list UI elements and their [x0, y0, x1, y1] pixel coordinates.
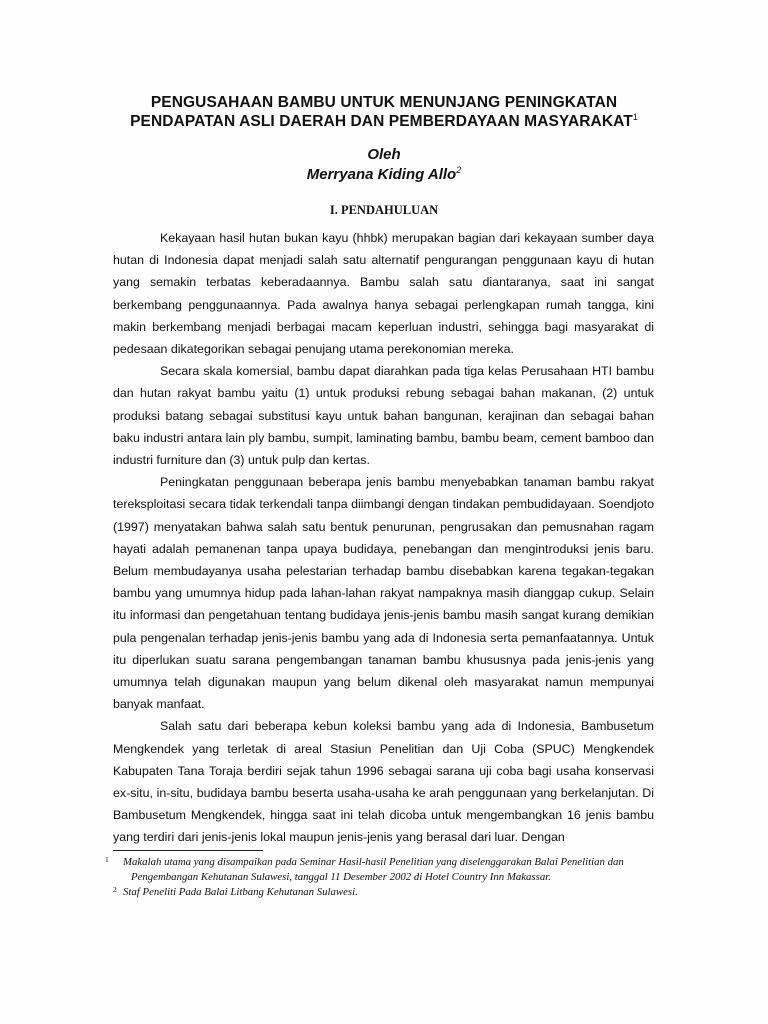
section-heading: I. PENDAHULUAN [329, 203, 439, 217]
footnote-2 [113, 885, 654, 900]
byline-author [0, 165, 768, 183]
title-line-2-text: PENDAPATAN ASLI DAERAH DAN PEMBERDAYAAN MASYARAKAT [130, 113, 633, 131]
footnote-text: Staf Peneliti Pada Balai Litbang Kehutanan Sulawesi. [123, 886, 358, 898]
footnotes [105, 855, 654, 900]
paragraph: Salah satu dari beberapa kebun koleksi bambu yang ada di Indonesia, Bambusetum Mengkendek yang terletak di areal Stasiun Penelitian dan Uji Coba (SPUC) Mengkendek Kabupaten Tana Toraja berdiri sejak tahun 1996 sebagai sarana uji coba bagi usaha konservasi ex-situ, in-situ, budidaya bambu beserta usaha-usaha ke arah penggunaan yang berkelanjutan. Di Bambusetum Mengkendek, hingga saat ini telah dicoba untuk mengembangkan 16 jenis bambu yang terdiri dari jenis-jenis lokal maupun jenis-jenis yang berasal dari luar. Dengan [113, 719, 654, 845]
title-line-1 [0, 94, 768, 112]
body-text [113, 227, 654, 849]
author-name: Merryana Kiding Allo [306, 166, 457, 183]
footnote-text: Makalah utama yang disampaikan pada Seminar Hasil-hasil Penelitian yang diselenggarakan Balai Penelitian dan Pengembangan Kehutanan Sulawesi, tanggal 11 Desember 2002 di Hotel Country Inn Makassar. [123, 856, 624, 883]
title-line-1-text: PENGUSAHAAN BAMBU UNTUK MENUNJANG PENINGKATAN [150, 94, 618, 111]
footnote-ref-2: 2 [456, 165, 462, 175]
paragraph: Peningkatan penggunaan beberapa jenis bambu menyebabkan tanaman bambu rakyat tereksploitasi secara tidak terkendali tanpa diimbangi dengan tindakan pembudidayaan. Soendjoto (1997) menyatakan bahwa salah satu bentuk penurunan, pengrusakan dan pemusnahan ragam hayati adalah pemanenan tanpa upaya budidaya, penebangan dan mengintroduksi jenis baru. Belum membudayanya usaha pelestarian terhadap bambu disebabkan karena tegakan-tegakan bambu yang umumnya hidup pada lahan-lahan rakyat nampaknya masih dianggap cukup. Selain itu informasi dan pengetahuan tentang budidaya jenis-jenis bambu masih sangat kurang demikian pula pengenalan terhadap jenis-jenis bambu yang ada di Indonesia serta pemanfaatannya. Untuk itu diperlukan suatu sarana pengembangan tanaman bambu khususnya pada jenis-jenis yang umumnya telah digunakan maupun yang belum dikenal oleh masyarakat namun mempunyai banyak manfaat. [113, 475, 654, 712]
paragraph: Secara skala komersial, bambu dapat diarahkan pada tiga kelas Perusahaan HTI bambu dan hutan rakyat bambu yaitu (1) untuk produksi rebung sebagai bahan makanan, (2) untuk produksi batang sebagai substitusi kayu untuk bahan bangunan, kerajinan dan sebagai bahan baku industri antara lain ply bambu, sumpit, laminating bambu, bambu beam, cement bamboo dan industri furniture dan (3) untuk pulp dan kertas. [113, 364, 654, 468]
paragraph: Kekayaan hasil hutan bukan kayu (hhbk) merupakan bagian dari kekayaan sumber daya hutan di Indonesia dapat menjadi salah satu alternatif pengurangan penggunaan kayu di hutan yang semakin terbatas keberadaannya. Bambu salah satu diantaranya, saat ini sangat berkembang penggunaannya. Pada awalnya hanya sebagai perlengkapan rumah tangga, kini makin berkembang menjadi berbagai macam keperluan industri, sehingga bagi masyarakat di pedesaan dikategorikan sebagai penujang utama perekonomian mereka. [113, 231, 654, 357]
title-line-2 [0, 112, 768, 131]
byline-oleh-text: Oleh [367, 146, 401, 163]
footnote-1: 1 Makalah utama yang disampaikan pada Seminar Hasil-hasil Penelitian yang diselenggarakan Balai Penelitian dan Pengembangan Kehutanan Sulawesi, tanggal 11 Desember 2002 di Hotel Country Inn Makassar. [105, 855, 624, 883]
footnote-ref-1: 1 [632, 112, 638, 122]
footnote-mark: 2 [113, 885, 117, 894]
footnote-divider [113, 850, 263, 851]
byline-oleh [0, 146, 768, 163]
